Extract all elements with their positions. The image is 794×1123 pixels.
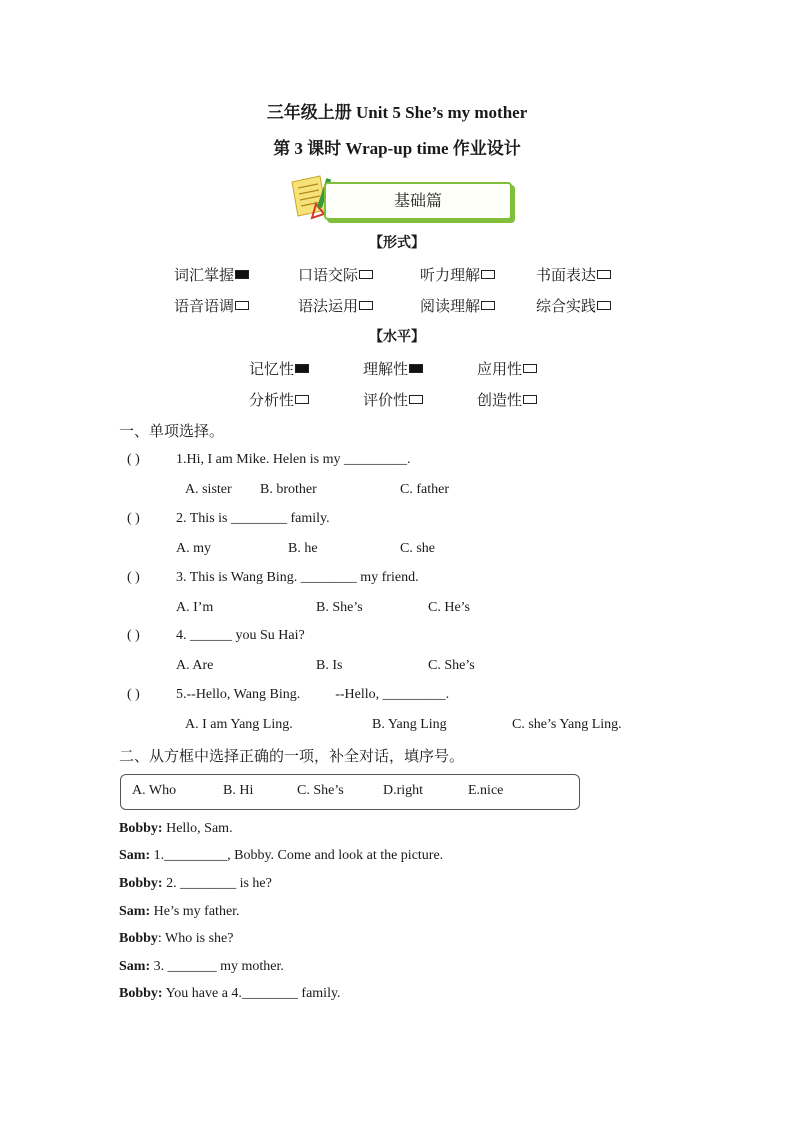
option: C. She’s <box>428 658 475 673</box>
question-text: 2. This is ________ family. <box>176 511 330 526</box>
part1-heading: 一、单项选择。 <box>119 422 225 440</box>
checkbox <box>481 270 495 279</box>
option: A. my <box>176 541 211 556</box>
dialogue-line: Bobby: 2. ________ is he? <box>119 876 272 891</box>
option: A. Are <box>176 658 214 673</box>
speaker: Sam: <box>119 904 151 919</box>
dialogue-line: Sam: He’s my father. <box>119 904 240 919</box>
level-item-creation: 创造性 <box>477 389 537 410</box>
level-item-evaluation: 评价性 <box>363 389 423 410</box>
checkbox <box>235 301 249 310</box>
form-item-writing: 书面表达 <box>536 264 611 285</box>
checkbox <box>295 395 309 404</box>
speaker: Bobby <box>119 931 158 946</box>
question-text: 4. ______ you Su Hai? <box>176 628 305 643</box>
option: C. she’s Yang Ling. <box>512 717 622 732</box>
level-heading: 【水平】 <box>369 329 425 345</box>
question-bracket: ( ) <box>127 628 140 643</box>
checkbox <box>235 270 249 279</box>
checkbox <box>359 270 373 279</box>
word-option: D.right <box>383 783 424 798</box>
speaker: Sam: <box>119 959 151 974</box>
form-item-reading: 阅读理解 <box>420 295 495 316</box>
form-item-pronunciation: 语音语调 <box>174 295 249 316</box>
checkbox <box>409 364 423 373</box>
part2-heading: 二、从方框中选择正确的一项，补全对话，填序号。 <box>119 747 465 765</box>
question-text: 1.Hi, I am Mike. Helen is my _________. <box>176 452 411 467</box>
form-item-listening: 听力理解 <box>420 264 495 285</box>
word-option: E.nice <box>468 783 504 798</box>
option: A. I am Yang Ling. <box>185 717 293 732</box>
dialogue-line: Bobby: Who is she? <box>119 931 234 946</box>
dialogue-line: Sam: 3. _______ my mother. <box>119 959 284 974</box>
banner-label: 基础篇 <box>393 191 442 210</box>
form-item-speaking: 口语交际 <box>298 264 373 285</box>
speaker: Bobby: <box>119 986 163 1001</box>
level-item-application: 应用性 <box>477 358 537 379</box>
checkbox <box>597 301 611 310</box>
speaker: Bobby: <box>119 876 163 891</box>
option: B. Is <box>316 658 343 673</box>
word-option: C. She’s <box>297 783 344 798</box>
checkbox <box>523 364 537 373</box>
section-banner <box>286 176 512 220</box>
question-bracket: ( ) <box>127 511 140 526</box>
option: B. Yang Ling <box>372 717 447 732</box>
option: A. sister <box>185 482 232 497</box>
checkbox <box>481 301 495 310</box>
level-item-memory: 记忆性 <box>249 358 309 379</box>
checkbox <box>597 270 611 279</box>
speaker: Bobby: <box>119 821 163 836</box>
question-bracket: ( ) <box>127 687 140 702</box>
level-item-understanding: 理解性 <box>363 358 423 379</box>
checkbox <box>409 395 423 404</box>
checkbox <box>295 364 309 373</box>
option: C. father <box>400 482 449 497</box>
dialogue-line: Bobby: Hello, Sam. <box>119 821 233 836</box>
speaker: Sam: <box>119 848 151 863</box>
option: B. he <box>288 541 318 556</box>
option: C. she <box>400 541 435 556</box>
form-item-grammar: 语法运用 <box>298 295 373 316</box>
option: B. brother <box>260 482 317 497</box>
dialogue-line: Bobby: You have a 4.________ family. <box>119 986 341 1001</box>
word-box <box>120 774 580 810</box>
form-item-practice: 综合实践 <box>536 295 611 316</box>
checkbox <box>359 301 373 310</box>
question-text: 5.--Hello, Wang Bing. --Hello, _________. <box>176 687 450 702</box>
option: C. He’s <box>428 600 470 615</box>
word-option: B. Hi <box>223 783 254 798</box>
option: B. She’s <box>316 600 363 615</box>
level-item-analysis: 分析性 <box>249 389 309 410</box>
question-text: 3. This is Wang Bing. ________ my friend. <box>176 570 419 585</box>
word-option: A. Who <box>132 783 177 798</box>
page-subtitle: 第 3 课时 Wrap-up time 作业设计 <box>273 139 521 158</box>
option: A. I’m <box>176 600 214 615</box>
page-title: 三年级上册 Unit 5 She’s my mother <box>266 103 528 122</box>
checkbox <box>523 395 537 404</box>
dialogue-line: Sam: 1._________, Bobby. Come and look at the picture. <box>119 848 444 863</box>
question-bracket: ( ) <box>127 452 140 467</box>
form-item-vocabulary: 词汇掌握 <box>174 264 249 285</box>
form-heading: 【形式】 <box>369 235 425 251</box>
question-bracket: ( ) <box>127 570 140 585</box>
